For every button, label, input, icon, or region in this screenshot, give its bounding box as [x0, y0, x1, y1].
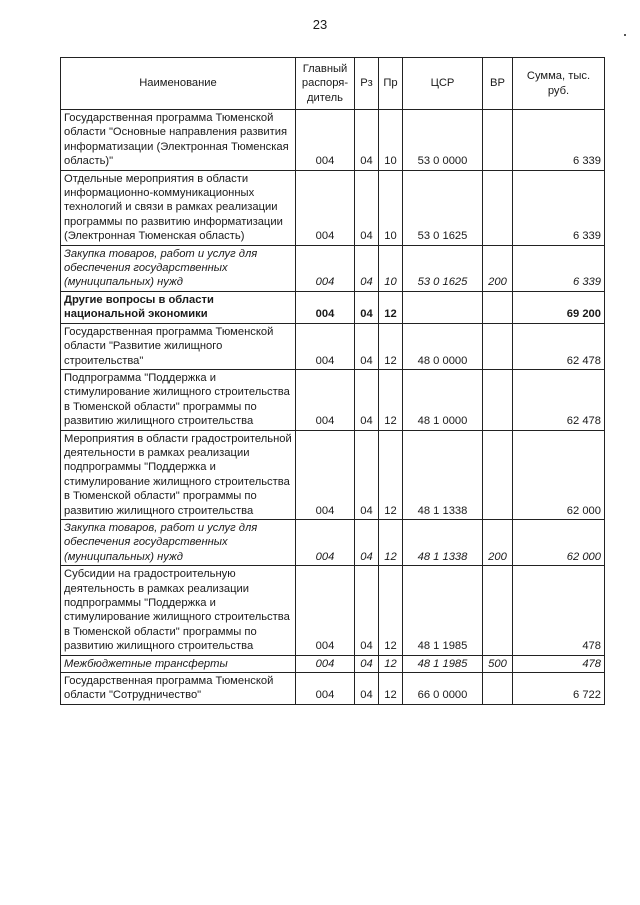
cell-rz: 04	[355, 673, 379, 705]
cell-rz: 04	[355, 519, 379, 565]
cell-csr: 53 0 1625	[403, 170, 483, 245]
cell-csr	[403, 291, 483, 323]
cell-sum: 478	[513, 566, 605, 655]
cell-admin: 004	[296, 323, 355, 369]
cell-csr: 48 1 1338	[403, 519, 483, 565]
cell-rz: 04	[355, 655, 379, 672]
table-row	[61, 673, 605, 705]
cell-admin: 004	[296, 245, 355, 291]
cell-sum: 62 478	[513, 323, 605, 369]
cell-vr: 200	[483, 519, 513, 565]
cell-rz: 04	[355, 245, 379, 291]
cell-vr: 200	[483, 245, 513, 291]
table-header-row	[61, 58, 605, 110]
header-name: Наименование	[61, 58, 296, 110]
cell-pr: 10	[379, 245, 403, 291]
header-rz: Рз	[355, 58, 379, 110]
cell-sum: 62 000	[513, 430, 605, 519]
cell-name: Субсидии на градостроительную деятельность в рамках реализации подпрограммы "Поддержка и стимулирование жилищного строительства в Тюменской области" программы по развитию жилищного строительства	[61, 566, 296, 655]
table-row	[61, 430, 605, 519]
header-pr: Пр	[379, 58, 403, 110]
cell-pr: 12	[379, 655, 403, 672]
cell-vr	[483, 369, 513, 430]
cell-pr: 12	[379, 566, 403, 655]
cell-rz: 04	[355, 369, 379, 430]
cell-name: Государственная программа Тюменской области "Развитие жилищного строительства"	[61, 323, 296, 369]
cell-sum: 6 339	[513, 170, 605, 245]
cell-csr: 48 1 1985	[403, 655, 483, 672]
cell-name: Межбюджетные трансферты	[61, 655, 296, 672]
cell-pr: 12	[379, 291, 403, 323]
cell-rz: 04	[355, 110, 379, 171]
scan-speck	[624, 34, 626, 36]
cell-name: Отдельные мероприятия в области информационно-коммуникационных технологий и связи в рамках реализации программы по развитию информатизации (Электронная Тюменская область)	[61, 170, 296, 245]
table-row	[61, 170, 605, 245]
header-vr: ВР	[483, 58, 513, 110]
cell-sum: 478	[513, 655, 605, 672]
cell-pr: 12	[379, 519, 403, 565]
table-row	[61, 245, 605, 291]
cell-csr: 48 1 0000	[403, 369, 483, 430]
cell-vr	[483, 291, 513, 323]
table-row	[61, 291, 605, 323]
cell-name: Мероприятия в области градостроительной деятельности в рамках реализации подпрограммы "Поддержка и стимулирование жилищного строительства в Тюменской области" программы по развитию жилищного строительства	[61, 430, 296, 519]
cell-name: Государственная программа Тюменской области "Основные направления развития информатизации (Электронная Тюменская область)"	[61, 110, 296, 171]
cell-csr: 48 0 0000	[403, 323, 483, 369]
cell-rz: 04	[355, 291, 379, 323]
cell-name: Закупка товаров, работ и услуг для обеспечения государственных (муниципальных) нужд	[61, 519, 296, 565]
table-row	[61, 566, 605, 655]
cell-admin: 004	[296, 369, 355, 430]
cell-vr	[483, 673, 513, 705]
cell-rz: 04	[355, 430, 379, 519]
cell-csr: 53 0 0000	[403, 110, 483, 171]
budget-table	[60, 57, 605, 705]
cell-admin: 004	[296, 519, 355, 565]
cell-admin: 004	[296, 673, 355, 705]
cell-pr: 12	[379, 369, 403, 430]
cell-vr	[483, 430, 513, 519]
cell-pr: 12	[379, 323, 403, 369]
cell-pr: 10	[379, 170, 403, 245]
table-row	[61, 323, 605, 369]
cell-sum: 62 000	[513, 519, 605, 565]
table-row	[61, 369, 605, 430]
table-row	[61, 519, 605, 565]
cell-admin: 004	[296, 430, 355, 519]
cell-csr: 53 0 1625	[403, 245, 483, 291]
cell-vr	[483, 566, 513, 655]
cell-rz: 04	[355, 566, 379, 655]
cell-pr: 12	[379, 430, 403, 519]
header-admin: Главный распоря-дитель	[296, 58, 355, 110]
table-row	[61, 655, 605, 672]
cell-sum: 62 478	[513, 369, 605, 430]
cell-rz: 04	[355, 170, 379, 245]
cell-name: Государственная программа Тюменской области "Сотрудничество"	[61, 673, 296, 705]
cell-pr: 10	[379, 110, 403, 171]
header-csr: ЦСР	[403, 58, 483, 110]
cell-pr: 12	[379, 673, 403, 705]
cell-name: Закупка товаров, работ и услуг для обеспечения государственных (муниципальных) нужд	[61, 245, 296, 291]
page-number: 23	[312, 17, 328, 32]
header-sum: Сумма, тыс. руб.	[513, 58, 605, 110]
cell-admin: 004	[296, 566, 355, 655]
cell-admin: 004	[296, 170, 355, 245]
cell-sum: 69 200	[513, 291, 605, 323]
cell-rz: 04	[355, 323, 379, 369]
cell-admin: 004	[296, 110, 355, 171]
cell-vr	[483, 323, 513, 369]
cell-vr: 500	[483, 655, 513, 672]
cell-name: Другие вопросы в области национальной экономики	[61, 291, 296, 323]
cell-sum: 6 722	[513, 673, 605, 705]
table-row	[61, 110, 605, 171]
cell-sum: 6 339	[513, 110, 605, 171]
cell-vr	[483, 170, 513, 245]
cell-name: Подпрограмма "Поддержка и стимулирование жилищного строительства в Тюменской области" программы по развитию жилищного строительства	[61, 369, 296, 430]
cell-csr: 48 1 1338	[403, 430, 483, 519]
cell-csr: 66 0 0000	[403, 673, 483, 705]
cell-admin: 004	[296, 291, 355, 323]
cell-vr	[483, 110, 513, 171]
cell-sum: 6 339	[513, 245, 605, 291]
cell-csr: 48 1 1985	[403, 566, 483, 655]
cell-admin: 004	[296, 655, 355, 672]
